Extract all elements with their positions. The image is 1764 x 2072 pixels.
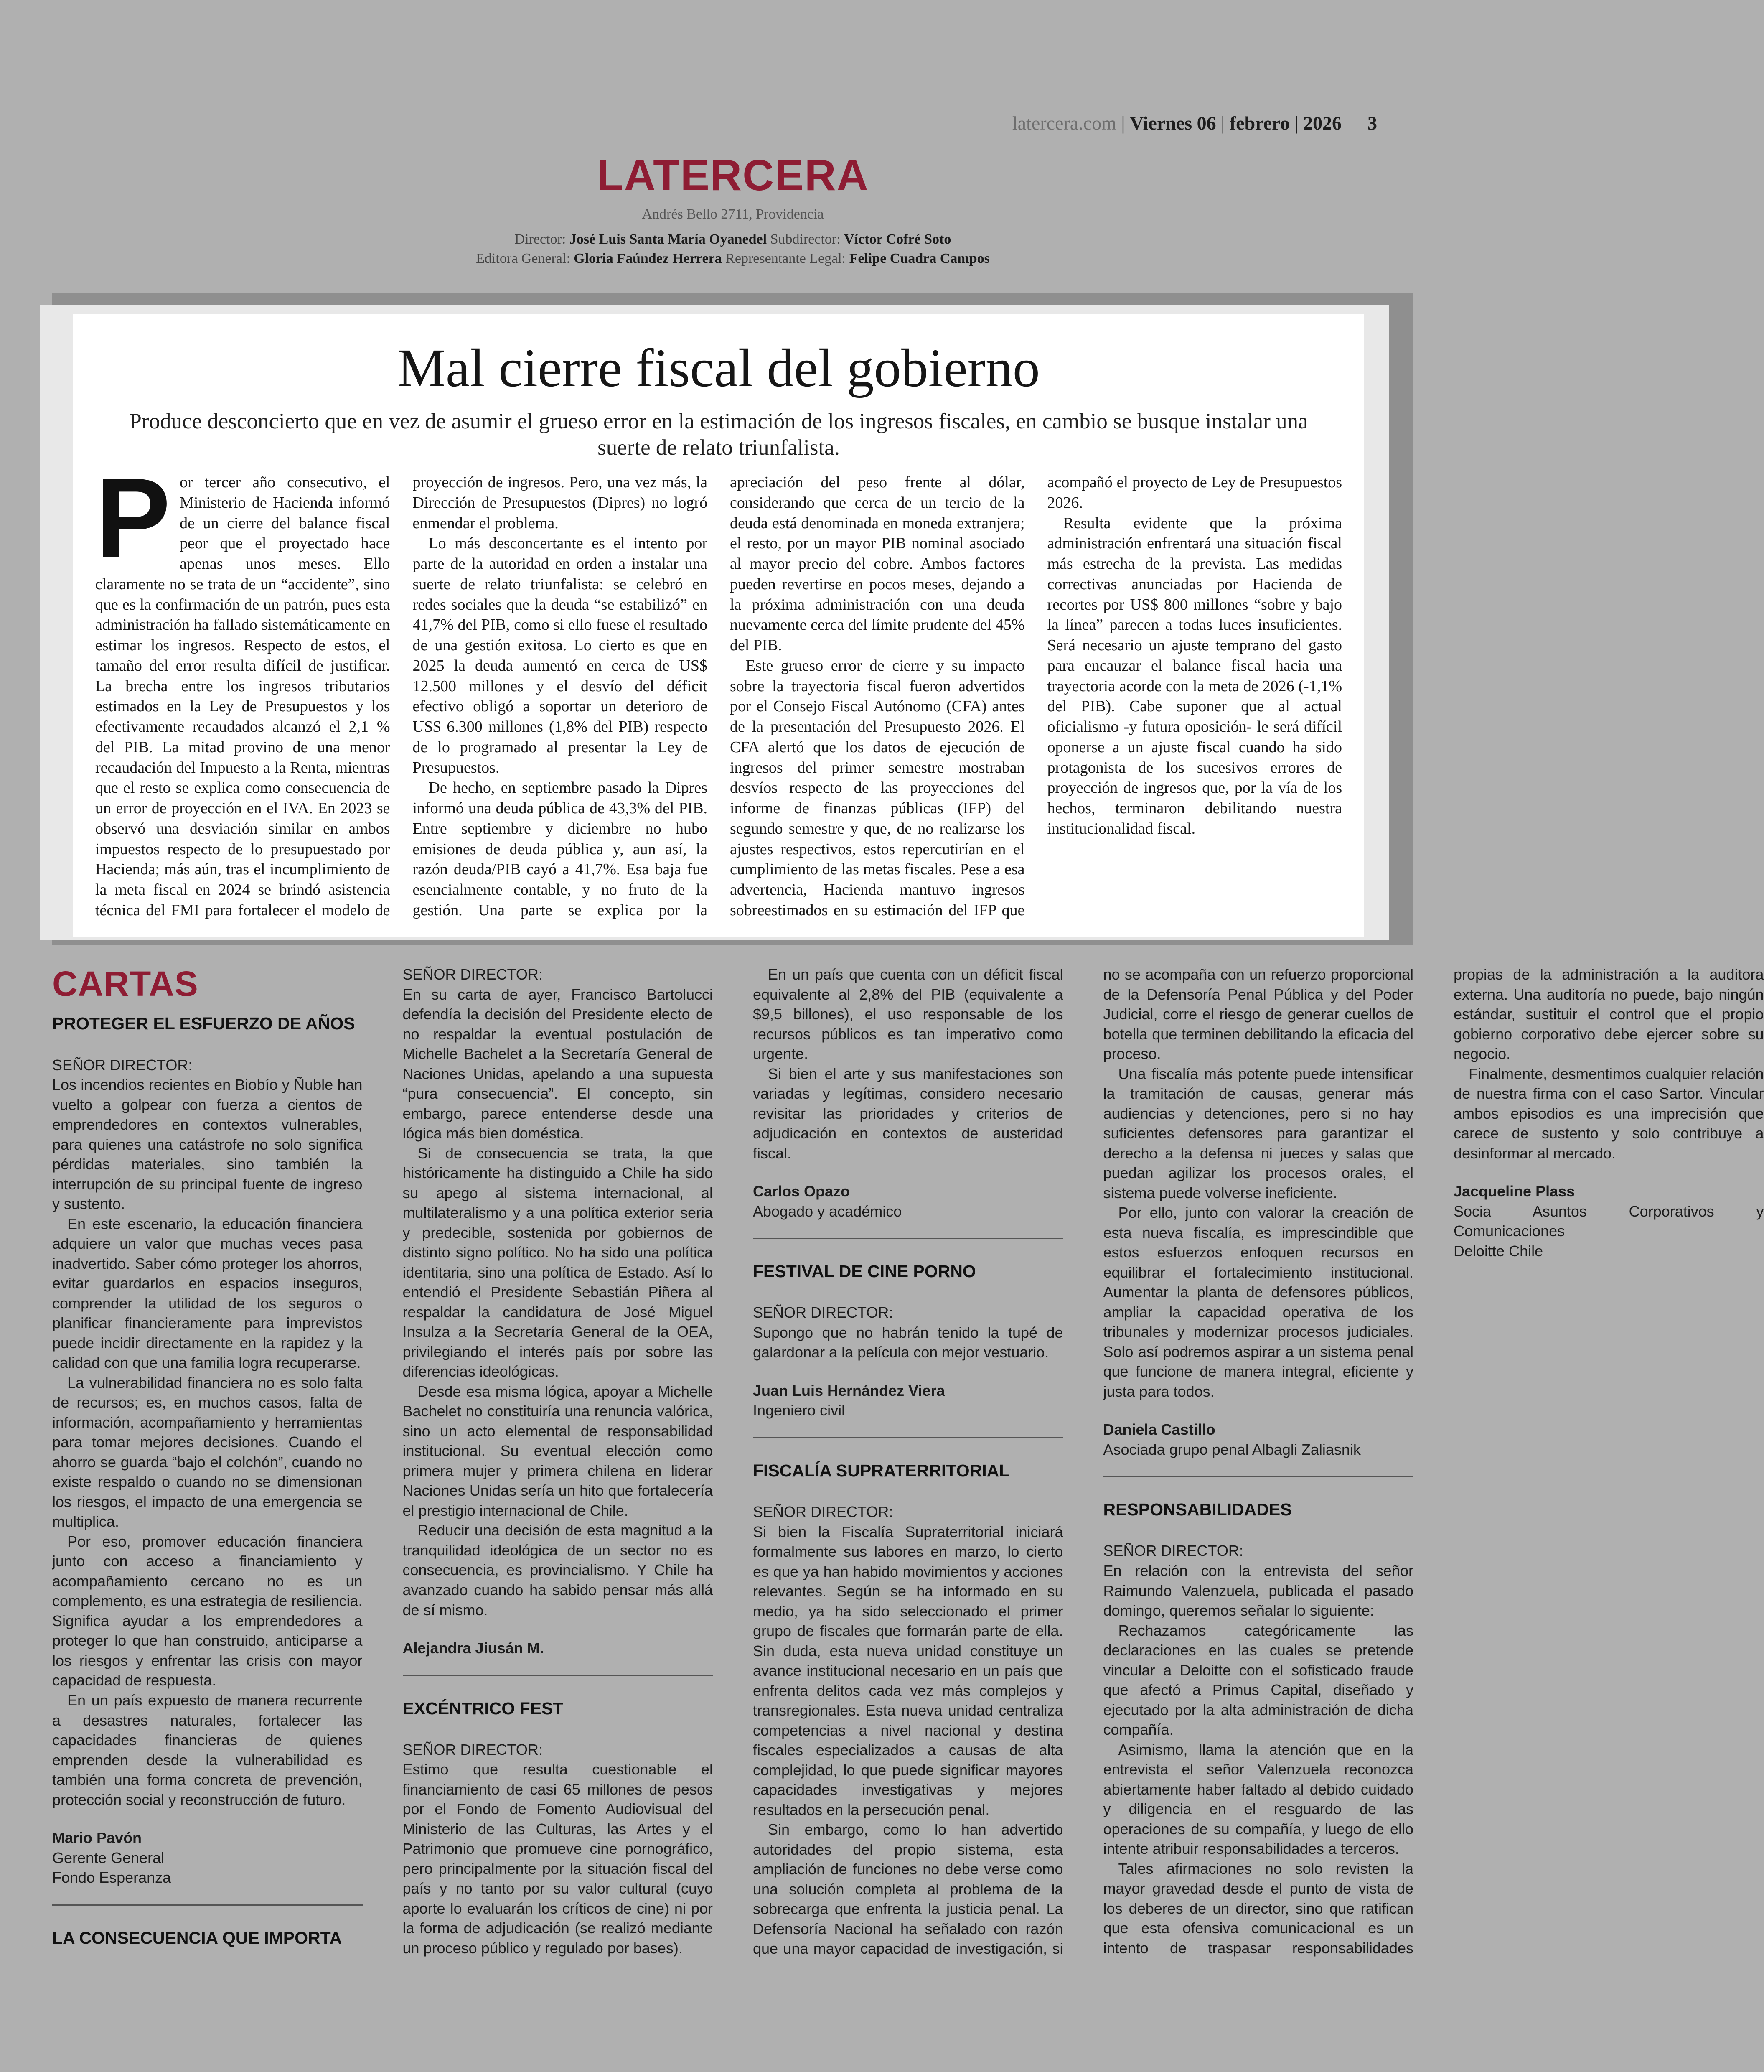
staff-line-2 xyxy=(0,249,1466,268)
signer-title: Deloitte Chile xyxy=(1454,1242,1543,1260)
editora-name: Gloria Faúndez Herrera xyxy=(574,250,722,266)
letter xyxy=(52,1012,363,1887)
signer-name: Carlos Opazo xyxy=(753,1183,850,1200)
letter-signature xyxy=(52,1828,363,1888)
letter-salutation: SEÑOR DIRECTOR: xyxy=(402,1741,543,1758)
letter-paragraph: Estimo que resulta cuestionable el financiamiento de casi 65 millones de pesos por el Fondo de Fomento Audiovisual del Ministerio de las Culturas, las Artes y el Patrimonio que promueve cine pornográfico, pero principalmente por la situación fiscal del país y no tanto por su valor cultural (cuyo aporte lo evaluarán los críticos de cine) ni por la forma de adjudicación (se realizó mediante un proceso público y regulado por bases). xyxy=(402,1761,713,1957)
letter-paragraph: Tales afirmaciones no solo revisten la mayor gravedad desde el punto de vista de los deberes de un director, sino que ratifican que esta ofensiva comunicacional es un intento de traspasar responsabilidades propias de la administración a la auditora externa. Una auditoría no puede, bajo ningún estándar, sustituir el control que el propio gobierno corporativo debe ejercer sobre su negocio. xyxy=(1103,966,1764,1957)
editorial-paragraph: De hecho, en septiembre pasado la Dipres informó una deuda pública de 43,3% del PIB. Entre septiembre y diciembre no hubo emisiones de deuda pública y, aun así, la razón deuda/PIB cayó a 41,7%. Esa baja fue esencialmente contable, y no fruto de la gestión. Una parte se explica por la apreciación del peso frente al dólar, considerando que cerca de un tercio de la deuda está denominada en moneda extranjera; el resto, por un mayor PIB nominal asociado al mayor precio del cobre. Ambos factores pueden revertirse en pocos meses, dejando a la próxima administración con una deuda nuevamente cerca del límite prudente del 45% del PIB. xyxy=(412,473,1025,919)
letter-divider xyxy=(52,1904,363,1906)
masthead xyxy=(0,151,1466,268)
letter-paragraph: Desde esa misma lógica, apoyar a Michelle Bachelet no constituiría una renuncia valórica, sino un acto elemental de responsabilidad institucional. Su eventual elección como primera mujer y primera chilena en liderar Naciones Unidas sería un hito que fortalecería el prestigio internacional de Chile. xyxy=(402,1382,713,1519)
signer-name: Alejandra Jiusán M. xyxy=(402,1639,544,1657)
editorial-deck: Produce desconcierto que en vez de asumir el grueso error en la estimación de los ingresos fiscales, en cambio se busque instalar una suerte de relato triunfalista. xyxy=(129,409,1308,460)
site-name: latercera.com xyxy=(1012,112,1116,134)
letter-divider xyxy=(753,1437,1063,1438)
subdirector-label: Subdirector: xyxy=(767,232,844,247)
staff-box xyxy=(0,230,1466,268)
letter-salutation: SEÑOR DIRECTOR: xyxy=(753,1503,893,1520)
letter-heading: RESPONSABILIDADES xyxy=(1103,1500,1292,1520)
editora-label: Editora General: xyxy=(476,250,574,266)
signer-title: Socia Asuntos Corporativos y Comunicaciones xyxy=(1454,1202,1764,1240)
director-name: José Luis Santa María Oyanedel xyxy=(569,232,767,247)
legal-label: Representante Legal: xyxy=(722,250,849,266)
editorial-panel xyxy=(73,314,1364,937)
letter-paragraph: Sin embargo, como lo han advertido autoridades del propio sistema, esta ampliación de funciones no debe verse como una solución completa al problema de la sobrecarga que enfrenta la justicia penal. La Defensoría Nacional ha señalado con razón que una mayor capacidad de investigación, si no se acompaña con un refuerzo proporcional de la Defensoría Penal Pública y del Poder Judicial, corre el riesgo de generar cuellos de botella que terminen debilitando la eficacia del proceso. xyxy=(753,966,1413,1957)
letter-paragraph: En relación con la entrevista del señor Raimundo Valenzuela, publicada el pasado domingo, queremos señalar lo siguiente: xyxy=(1103,1562,1413,1619)
cartas-section xyxy=(52,964,1764,1968)
editorial-body xyxy=(95,455,1342,924)
letter-paragraph: Asimismo, llama la atención que en la entrevista el señor Valenzuela reconozca abiertamente haber faltado al debido cuidado y diligencia en el resguardo de las operaciones de su compañía, y luego de ello intente atribuir responsabilidades a terceros. xyxy=(1103,1741,1413,1858)
folio-year: 2026 xyxy=(1303,112,1342,134)
letter-paragraph: Supongo que no habrán tenido la tupé de galardonar a la película con mejor vestuario. xyxy=(753,1324,1063,1361)
letter-heading: EXCÉNTRICO FEST xyxy=(402,1698,564,1718)
folio-separator: | xyxy=(1289,112,1303,134)
editorial-paragraph: Lo más desconcertante es el intento por parte de la autoridad en orden a instalar una suerte de relato triunfalista: se celebró en redes sociales que la deuda “se estabilizó” en 41,7% del PIB, como si ello fuese el resultado de una gestión exitosa. Lo cierto es que en 2025 la deuda aumentó en cerca de US$ 12.500 millones y el desvío del déficit efectivo obligó a soportar un deterioro de US$ 6.300 millones (1,8% del PIB) respecto de lo programado al presentar la Ley de Presupuestos. xyxy=(412,535,707,776)
letter-paragraph: Finalmente, desmentimos cualquier relación de nuestra firma con el caso Sartor. Vincular ambos episodios es una imprecisión que carece de sustento y solo contribuye a desinformar al mercado. xyxy=(1454,1065,1764,1162)
letter-paragraph: Por eso, promover educación financiera junto con acceso a financiamiento y acompañamiento cercano no es un complemento, es una estrategia de resiliencia. Significa ayudar a los emprendedores a proteger lo que han construido, anticiparse a los riesgos y enfrentar las crisis con mayor capacidad de respuesta. xyxy=(52,1532,363,1689)
staff-line-1 xyxy=(0,230,1466,249)
letter-paragraph: Los incendios recientes en Biobío y Ñuble han vuelto a golpear con fuerza a cientos de emprendedores en contextos vulnerables, para quienes una catástrofe no solo significa pérdidas materiales, sino también la interrupción de su principal fuente de ingreso y sustento. xyxy=(52,1076,363,1213)
letter-salutation: SEÑOR DIRECTOR: xyxy=(402,966,543,983)
letter-signature xyxy=(753,1381,1063,1420)
signer-name: Mario Pavón xyxy=(52,1829,142,1847)
letter-paragraph: En un país expuesto de manera recurrente a desastres naturales, fortalecer las capacidades financieras de quienes emprenden desde la vulnerabilidad es también una forma concreta de prevención, protección social y reconstrucción de futuro. xyxy=(52,1692,363,1808)
letter-heading: FESTIVAL DE CINE PORNO xyxy=(753,1262,976,1281)
letter-paragraph: Reducir una decisión de esta magnitud a la tranquilidad ideológica de un sector no es consecuencia, es provincialismo. Y Chile ha avanzado cuando ha sabido pensar más allá de sí mismo. xyxy=(402,1522,713,1619)
letter-paragraph: En su carta de ayer, Francisco Bartolucci defendía la decisión del Presidente electo de no respaldar la eventual postulación de Michelle Bachelet a la Secretaría General de Naciones Unidas, apelando a una supuesta “pura consecuencia”. El concepto, sin embargo, parece entenderse desde una lógica más bien doméstica. xyxy=(402,985,713,1142)
letter-divider xyxy=(1103,1476,1414,1477)
folio-weekday: Viernes 06 xyxy=(1130,112,1216,134)
folio xyxy=(1012,112,1377,134)
cartas-columns xyxy=(52,964,1764,1968)
letter-paragraph: Por ello, junto con valorar la creación de esta nueva fiscalía, es imprescindible que estos esfuerzos enfoquen recursos en equilibrar el fortalecimiento institucional. Aumentar la planta de defensores públicos, ampliar la capacidad operativa de los tribunales y modernizar procesos judiciales. Solo así podremos aspirar a un sistema penal que funcione de manera integral, eficiente y justa para todos. xyxy=(1103,1204,1413,1400)
director-label: Director: xyxy=(514,232,569,247)
signer-title: Fondo Esperanza xyxy=(52,1869,171,1886)
letter-paragraph: En este escenario, la educación financiera adquiere un valor que muchas veces pasa inadvertido. Saber cómo proteger los ahorros, evitar guardarlos en espacios inseguros, comprender la utilidad de los seguros o planificar financieramente para imprevistos puede incidir directamente en la rapidez y la calidad con que una familia logra recuperarse. xyxy=(52,1215,363,1372)
letter-divider xyxy=(403,1675,713,1676)
letter-signature xyxy=(1454,1181,1764,1261)
letter-paragraph: En un país que cuenta con un déficit fiscal equivalente al 2,8% del PIB (equivalente a $9,5 billones), el uso responsable de los recursos públicos es tan imperativo como urgente. xyxy=(753,966,1063,1063)
editorial-first-text: or tercer año consecutivo, el Ministerio de Hacienda informó de un cierre del balance fiscal peor que el proyectado hace apenas unos meses. Ello claramente no se trata de un “accidente”, sino que es la confirmación de un patrón, pues esta administración ha fallado sistemáticamente en estimar los ingresos. Respecto de estos, el tamaño del error resulta difícil de justificar. La brecha entre los ingresos tributarios estimados en la Ley de Presupuestos y los efectivamente recaudados alcanzó el 2,1 % del PIB. La mitad provino de una menor recaudación del Impuesto a la Renta, mientras que el resto se explica como consecuencia de un error de proyección en el IVA. En 2023 se observó una desviación similar en ambos impuestos respecto de lo presupuestado por Hacienda; más aún, tras el incumplimiento de la meta fiscal en 2024 se brindó asistencia técnica del FMI para fortalecer el modelo de proyección de ingresos. Pero, una vez más, la Dirección de Presupuestos (Dipres) no logró enmendar el problema. xyxy=(95,473,707,919)
letter-paragraph: Rechazamos categóricamente las declaraciones en las cuales se pretende vincular a Deloitte con el sofisticado fraude que afectó a Primus Capital, diseñado y ejecutado por la alta administración de dicha compañía. xyxy=(1103,1621,1413,1739)
signer-name: Jacqueline Plass xyxy=(1454,1183,1575,1200)
signer-title: Asociada grupo penal Albagli Zaliasnik xyxy=(1103,1441,1361,1458)
page-number: 3 xyxy=(1367,112,1377,134)
letter-salutation: SEÑOR DIRECTOR: xyxy=(52,1056,193,1074)
letter-heading: FISCALÍA SUPRATERRITORIAL xyxy=(753,1461,1010,1480)
letter-divider xyxy=(753,1238,1063,1239)
letter-paragraph: Una fiscalía más potente puede intensificar la tramitación de causas, generar más audiencias y detenciones, pero si no hay suficientes defensores para garantizar el derecho a la defensa ni jueces y salas que puedan agilizar los procesos orales, el sistema puede volverse ineficiente. xyxy=(1103,1065,1413,1201)
editorial-title: Mal cierre fiscal del gobierno xyxy=(397,338,1040,398)
letter-heading: LA CONSECUENCIA QUE IMPORTA xyxy=(52,1928,342,1947)
signer-name: Juan Luis Hernández Viera xyxy=(753,1382,945,1399)
legal-name: Felipe Cuadra Campos xyxy=(849,250,990,266)
signer-title: Abogado y académico xyxy=(753,1202,902,1220)
letter-paragraph: Si de consecuencia se trata, la que históricamente ha distinguido a Chile ha sido su apego al sistema internacional, al multilateralismo y a una política exterior seria y predecible, sostenida por gobiernos de distinto signo político. No ha sido una política identitaria, sino una política de Estado. Así lo entendió el Presidente Sebastián Piñera al respaldar la candidatura de José Miguel Insulza a la Secretaría General de la OEA, privilegiando el interés país por sobre las diferencias ideológicas. xyxy=(402,1144,713,1380)
folio-separator: | xyxy=(1216,112,1230,134)
newspaper-logo: LATERCERA xyxy=(597,151,869,200)
signer-title: Ingeniero civil xyxy=(753,1402,845,1419)
letter-salutation: SEÑOR DIRECTOR: xyxy=(753,1304,893,1321)
letter-signature xyxy=(403,1638,713,1658)
letter-paragraph: Si bien la Fiscalía Supraterritorial iniciará formalmente sus labores en marzo, lo cierto es que ya han habido movimientos y acciones relevantes. Según se ha informado en su medio, ya ha sido seleccionado el primer grupo de fiscales que formarán parte de ella. Sin duda, esta nueva unidad constituye un avance institucional necesario en un país que enfrenta delitos cada vez más complejos y transregionales. Esta nueva unidad centraliza competencias a nivel nacional y destina fiscales especializados a causas de alta complejidad, lo que puede significar mayores capacidades investigativas y mejores resultados en la persecución penal. xyxy=(753,1523,1063,1818)
cartas-section-title: CARTAS xyxy=(52,964,198,1003)
letter-paragraph: La vulnerabilidad financiera no es solo falta de recursos; es, en muchos casos, falta de información, acompañamiento y herramientas para tomar mejores decisiones. Cuando el ahorro se guarda “bajo el colchón”, cuando no existe respaldo o cuando no se dimensionan los riesgos, el impacto de una emergencia se multiplica. xyxy=(52,1374,363,1530)
folio-month: febrero xyxy=(1229,112,1290,134)
subdirector-name: Víctor Cofré Soto xyxy=(844,232,951,247)
address: Andrés Bello 2711, Providencia xyxy=(642,206,824,222)
editorial-paragraph: Este grueso error de cierre y su impacto sobre la trayectoria fiscal fueron advertidos por el Consejo Fiscal Autónomo (CFA) antes de la presentación del Presupuesto 2026. El CFA alertó que los datos de ejecución de ingresos del primer semestre mostraban desvíos respecto de las proyecciones del informe de finanzas públicas (IFP) del segundo semestre y que, de no realizarse los ajustes respectivos, estos repercutirían en el cumplimiento de las metas fiscales. Pese a esa advertencia, Hacienda mantuvo ingresos sobreestimados en su estimación del IFP que acompañó el proyecto de Ley de Presupuestos 2026. xyxy=(730,473,1342,919)
letter xyxy=(753,1260,1063,1420)
drop-cap: P xyxy=(95,455,171,581)
signer-title: Gerente General xyxy=(52,1849,165,1866)
letter-signature xyxy=(1103,1420,1414,1459)
signer-name: Daniela Castillo xyxy=(1103,1421,1215,1438)
letter-salutation: SEÑOR DIRECTOR: xyxy=(1103,1542,1243,1560)
letter-heading: PROTEGER EL ESFUERZO DE AÑOS xyxy=(52,1014,355,1033)
letter-signature xyxy=(753,1181,1063,1221)
letter-paragraph: Si bien el arte y sus manifestaciones son variadas y legítimas, considero necesario revisitar las prioridades y criterios de adjudicación en contextos de austeridad fiscal. xyxy=(753,1065,1063,1162)
editorial-paragraph: Resulta evidente que la próxima administración enfrentará una situación fiscal más estrecha de la prevista. Las medidas correctivas anunciadas por Hacienda de recortes por US$ 800 millones “sobre y bajo la línea” parecen a todas luces insuficientes. Será necesario un ajuste temprano del gasto para encauzar el balance fiscal hacia una trayectoria acorde con la meta de 2026 (-1,1% del PIB). Cabe suponer que al actual oficialismo -y futura oposición- le será difícil oponerse a un ajuste fiscal cuando ha sido protagonista de los sucesivos errores de proyección de ingresos que, por la vía de los hechos, terminaron debilitando nuestra institucionalidad fiscal. xyxy=(1047,514,1342,837)
editorial-box xyxy=(40,305,1389,940)
folio-separator: | xyxy=(1116,112,1130,134)
